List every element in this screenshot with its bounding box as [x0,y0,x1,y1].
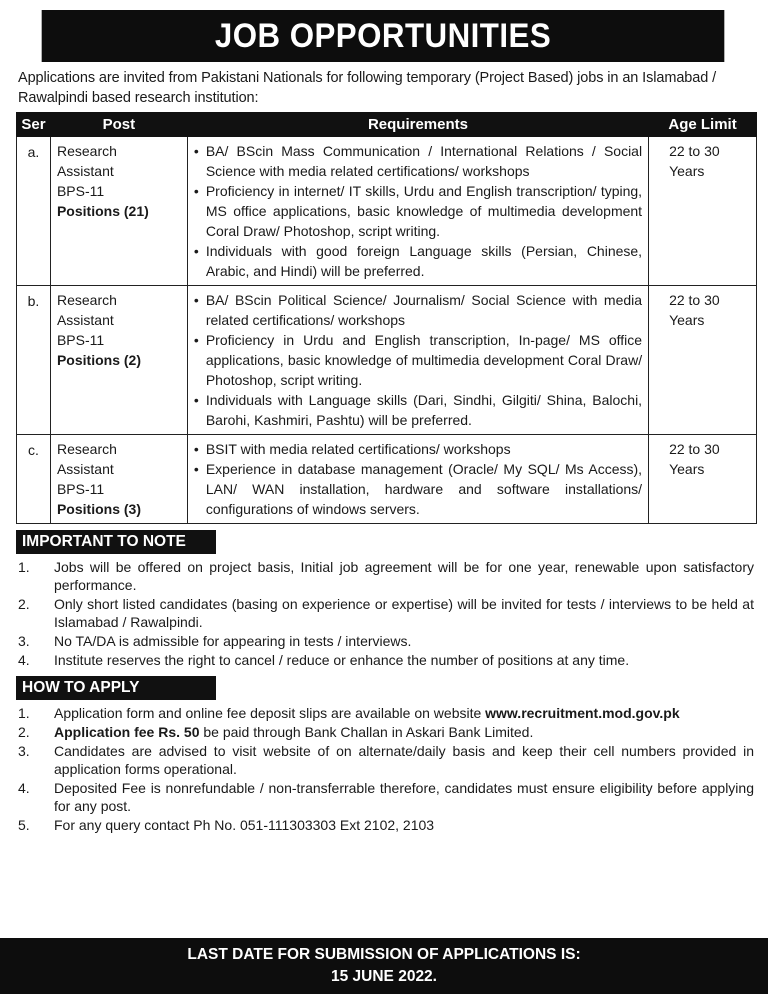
table-row [17,435,757,524]
deadline-date: 15 JUNE 2022. [331,968,437,985]
list-text: Deposited Fee is nonrefundable / non-transferrable therefore, candidates must ensure eligibility before applying for any post. [54,780,754,814]
row-post [50,137,187,286]
list-item [16,704,754,722]
jobs-table [16,112,757,524]
list-text: For any query contact Ph No. 051-111303303 Ext 2102, 2103 [54,817,435,833]
list-item [16,816,754,834]
post-positions: Positions (2) [56,352,141,368]
table-row [17,137,757,286]
title-text: JOB OPPORTUNITIES [214,16,552,55]
list-text: Only short listed candidates (basing on experience or expertise) will be invited for tests / interviews to be held at Islamabad / Rawalpindi. [54,596,754,630]
row-ser: a. [17,137,51,286]
row-post [50,286,187,435]
list-item [16,558,754,594]
requirement-item: • Individuals with good foreign Language skills (Persian, Chinese, Arabic, and Hindi) will be preferred. [194,241,642,281]
requirement-item: • BA/ BScin Mass Communication / International Relations / Social Science with media related certifications/ workshops [194,141,642,181]
post-title-line: Assistant [56,163,114,179]
age-unit: Years [669,163,705,179]
list-item [16,651,754,669]
row-requirements [187,286,648,435]
post-grade: BPS-11 [56,183,105,199]
row-requirements [187,137,648,286]
deadline-banner [0,938,768,994]
row-post [50,435,187,524]
list-text: Institute reserves the right to cancel / reduce or enhance the number of positions at any time. [54,652,630,668]
header-post: Post [50,113,187,137]
header-age-limit: Age Limit [649,113,757,137]
age-unit: Years [669,461,705,477]
intro-text: Applications are invited from Pakistani Nationals for following temporary (Project Based) jobs in an Islamabad / Rawalpindi based research institution: [18,70,717,106]
requirement-item: • Experience in database management (Oracle/ My SQL/ Ms Access), LAN/ WAN installation, hardware and software installations/ configurations of windows servers. [194,459,642,519]
row-ser: c. [17,435,51,524]
post-title-line: Research [56,292,117,308]
post-title-line: Assistant [56,461,114,477]
post-positions: Positions (3) [56,501,141,517]
row-requirements [187,435,648,524]
list-item [16,595,754,631]
list-text: No TA/DA is admissible for appearing in tests / interviews. [54,633,412,649]
requirement-item: • BA/ BScin Political Science/ Journalism/ Social Science with media related certifications/ workshops [194,290,642,330]
apply-text: Application form and online fee deposit slips are available on website [54,705,486,721]
table-row [17,286,757,435]
how-to-apply-heading: HOW TO APPLY [16,676,216,700]
age-range: 22 to 30 [669,143,720,159]
list-item [16,742,754,778]
page-title [42,10,725,62]
list-number: 1. [18,705,30,721]
age-unit: Years [669,312,705,328]
apply-text: be paid through Bank Challan in Askari Bank Limited. [199,724,534,740]
row-ser: b. [17,286,51,435]
important-list [16,558,754,669]
header-ser: Ser [17,113,51,137]
requirement-item: • Proficiency in internet/ IT skills, Urdu and English transcription/ typing, MS office applications, basic knowledge of multimedia development Coral Draw/ Photoshop, script writing. [194,181,642,241]
requirement-item: • BSIT with media related certifications/ workshops [194,439,642,459]
list-item [16,779,754,815]
list-text [54,723,754,741]
list-number: 2. [18,724,30,740]
list-item [16,723,754,741]
post-title-line: Research [56,143,117,159]
list-number: 4. [18,780,30,796]
list-number: 2. [18,596,30,612]
list-text: Candidates are advised to visit website of on alternate/daily basis and keep their cell numbers provided in application forms operational. [54,743,754,777]
list-number: 1. [18,559,30,575]
age-range: 22 to 30 [669,292,720,308]
list-text [54,704,754,722]
requirement-item: • Individuals with Language skills (Dari, Sindhi, Gilgiti/ Shina, Balochi, Barohi, Kashmiri, Pashtu) will be preferred. [194,390,642,430]
list-text: Jobs will be offered on project basis, Initial job agreement will be for one year, renewable upon satisfactory performance. [54,559,754,593]
application-fee: Application fee Rs. 50 [54,724,200,740]
list-number: 3. [18,633,30,649]
list-number: 4. [18,652,30,668]
post-title-line: Assistant [56,312,114,328]
row-age-limit [649,435,757,524]
header-requirements: Requirements [187,113,648,137]
post-grade: BPS-11 [56,481,105,497]
post-grade: BPS-11 [56,332,105,348]
table-header-row [17,113,757,137]
list-number: 3. [18,743,30,759]
age-range: 22 to 30 [669,441,720,457]
requirement-item: • Proficiency in Urdu and English transcription, In-page/ MS office applications, basic knowledge of multimedia development Coral Draw/ Photoshop, script writing. [194,330,642,390]
list-item [16,632,754,650]
apply-list [16,704,754,834]
important-heading: IMPORTANT TO NOTE [16,530,216,554]
post-title-line: Research [56,441,117,457]
deadline-label: LAST DATE FOR SUBMISSION OF APPLICATIONS IS: [187,946,581,963]
post-positions: Positions (21) [56,203,149,219]
row-age-limit [649,286,757,435]
row-age-limit [649,137,757,286]
list-number: 5. [18,817,30,833]
website-link[interactable]: www.recruitment.mod.gov.pk [485,705,680,721]
